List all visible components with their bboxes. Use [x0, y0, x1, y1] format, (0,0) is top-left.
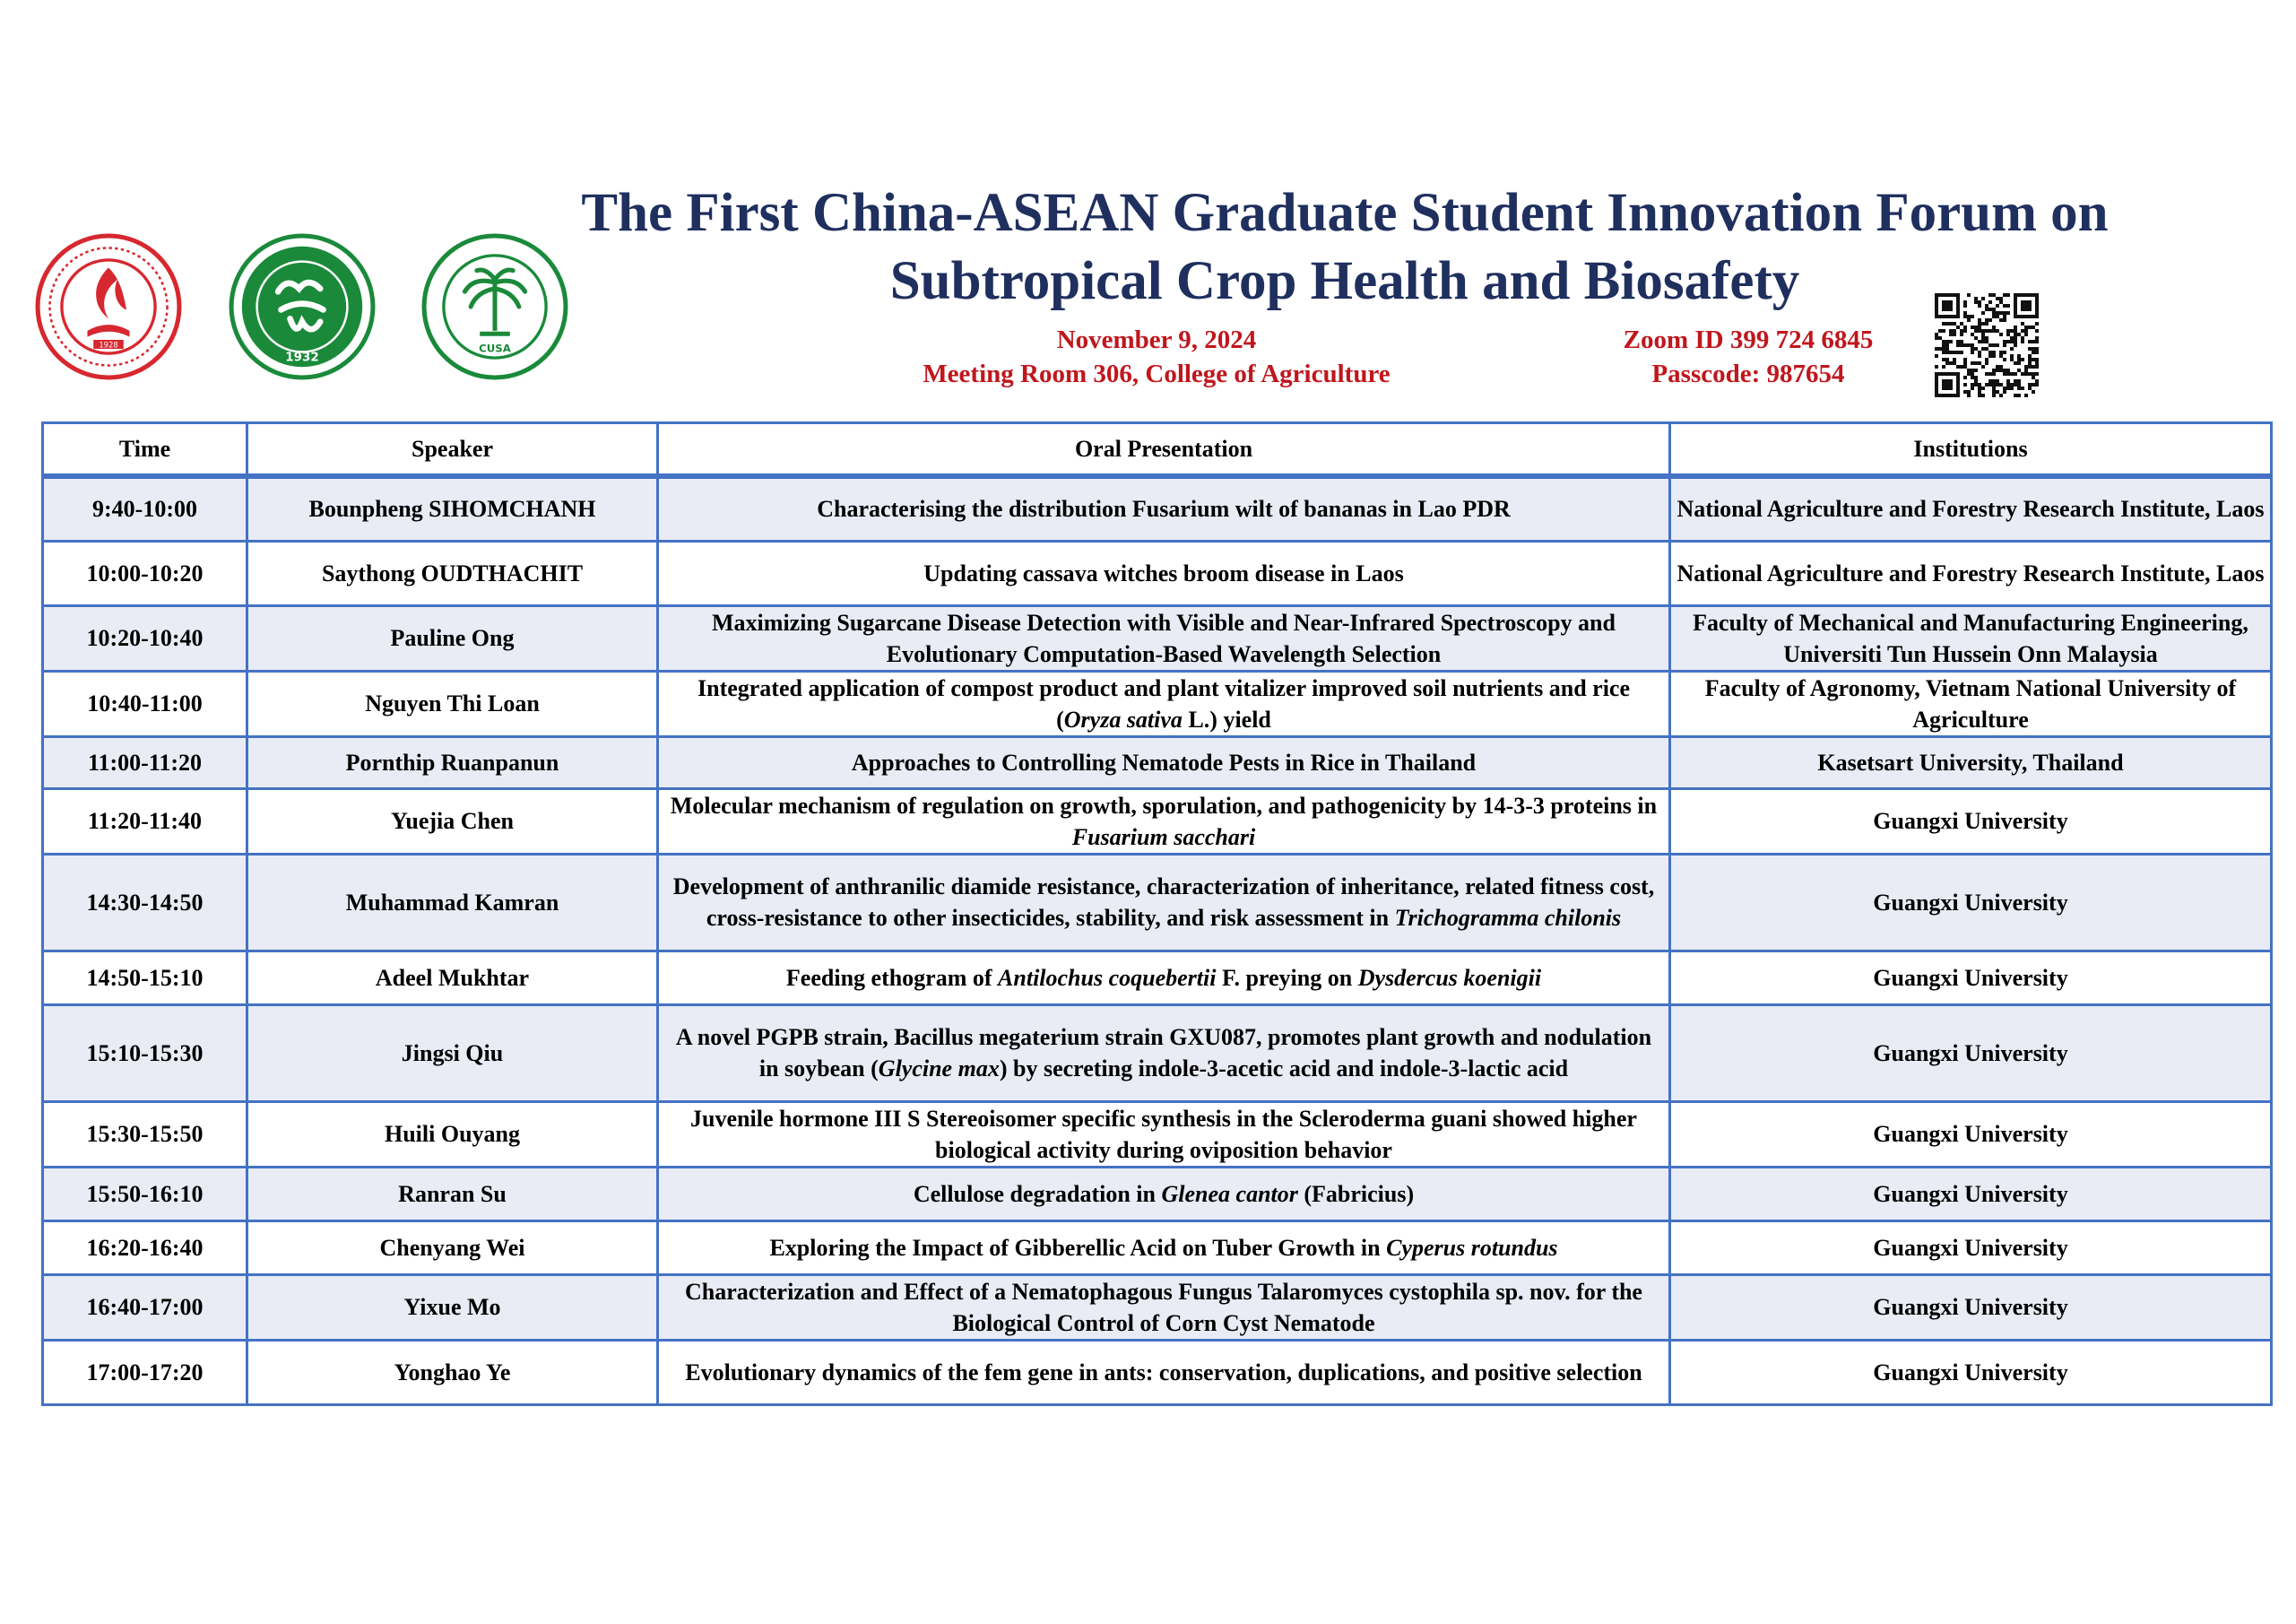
cell-institution: Guangxi University [1670, 1167, 2272, 1220]
cell-speaker: Chenyang Wei [247, 1220, 658, 1274]
cell-institution: Guangxi University [1670, 1220, 2272, 1274]
cell-presentation: Juvenile hormone III S Stereoisomer specific synthesis in the Scleroderma guani showed higher biological activity during oviposition behavior [658, 1101, 1670, 1167]
title-line-2: Subtropical Crop Health and Biosafety [889, 251, 1800, 311]
cell-institution: Guangxi University [1670, 1340, 2272, 1404]
cell-time: 11:20-11:40 [43, 788, 247, 854]
cell-time: 11:00-11:20 [43, 736, 247, 788]
cell-speaker: Yixue Mo [247, 1274, 658, 1340]
table-row [43, 541, 2272, 605]
cell-time: 17:00-17:20 [43, 1340, 247, 1404]
schedule-table [41, 421, 2273, 1406]
table-row [43, 788, 2272, 854]
svg-text:CUSA: CUSA [479, 342, 511, 355]
table-row [43, 951, 2272, 1004]
cell-speaker: Pornthip Ruanpanun [247, 736, 658, 788]
title-line-1: The First China-ASEAN Graduate Student Innovation Forum on [581, 183, 2109, 243]
species-name: Trichogramma chilonis [1394, 905, 1622, 931]
cell-time: 15:10-15:30 [43, 1004, 247, 1101]
date-location [807, 323, 1506, 391]
cell-time: 10:00-10:20 [43, 541, 247, 605]
cell-institution: Kasetsart University, Thailand [1670, 736, 2272, 788]
cell-speaker: Yonghao Ye [247, 1340, 658, 1404]
cell-time: 14:50-15:10 [43, 951, 247, 1004]
zoom-passcode: Passcode: 987654 [1651, 360, 1845, 388]
table-row [43, 476, 2272, 541]
cell-institution: Guangxi University [1670, 1004, 2272, 1101]
cell-time: 16:20-16:40 [43, 1220, 247, 1274]
cell-speaker: Huili Ouyang [247, 1101, 658, 1167]
cell-time: 16:40-17:00 [43, 1274, 247, 1340]
cell-time: 15:50-16:10 [43, 1167, 247, 1220]
header-speaker: Speaker [247, 423, 658, 477]
svg-text:1928: 1928 [99, 340, 118, 350]
table-row [43, 1340, 2272, 1404]
table-row [43, 736, 2272, 788]
table-row [43, 1274, 2272, 1340]
header-presentation: Oral Presentation [658, 423, 1670, 477]
table-row [43, 671, 2272, 736]
cell-institution: National Agriculture and Forestry Research Institute, Laos [1670, 541, 2272, 605]
species-name: Glenea cantor [1161, 1180, 1298, 1207]
cell-institution: National Agriculture and Forestry Research Institute, Laos [1670, 476, 2272, 541]
cell-presentation: Maximizing Sugarcane Disease Detection with Visible and Near-Infrared Spectroscopy and Evolutionary Computation-Based Wavelength Selection [658, 605, 1670, 671]
cell-speaker: Nguyen Thi Loan [247, 671, 658, 736]
cell-presentation: Characterization and Effect of a Nematophagous Fungus Talaromyces cystophila sp. nov. for the Biological Control of Corn Cyst Nematode [658, 1274, 1670, 1340]
cell-time: 14:30-14:50 [43, 854, 247, 951]
qr-code-icon[interactable] [1935, 293, 2039, 397]
university-logo [33, 231, 184, 382]
cell-speaker: Saythong OUDTHACHIT [247, 541, 658, 605]
cell-presentation: Integrated application of compost product and plant vitalizer improved soil nutrients and rice (Oryza sativa L.) yield [658, 671, 1670, 736]
cell-presentation: Approaches to Controlling Nematode Pests in Rice in Thailand [658, 736, 1670, 788]
cell-speaker: Adeel Mukhtar [247, 951, 658, 1004]
table-row [43, 1004, 2272, 1101]
species-name: Oryza sativa [1063, 706, 1183, 733]
cell-presentation: Feeding ethogram of Antilochus coquebertii F. preying on Dysdercus koenigii [658, 951, 1670, 1004]
zoom-info [1524, 323, 1972, 391]
cell-presentation: Development of anthranilic diamide resistance, characterization of inheritance, related fitness cost, cross-resistance to other insecticides, stability, and risk assessment in Trichogramma chilonis [658, 854, 1670, 951]
cell-time: 9:40-10:00 [43, 476, 247, 541]
cell-institution: Faculty of Mechanical and Manufacturing Engineering, Universiti Tun Hussein Onn Malaysia [1670, 605, 2272, 671]
event-date: November 9, 2024 [1056, 326, 1257, 354]
cell-presentation: Characterising the distribution Fusarium wilt of bananas in Lao PDR [658, 476, 1670, 541]
cell-speaker: Ranran Su [247, 1167, 658, 1220]
species-name: Antilochus coquebertii [998, 964, 1217, 991]
table-row [43, 1101, 2272, 1167]
header-institution: Institutions [1670, 423, 2272, 477]
table-row [43, 605, 2272, 671]
cell-institution: Guangxi University [1670, 1274, 2272, 1340]
species-name: Dysdercus koenigii [1357, 964, 1542, 991]
cell-presentation: A novel PGPB strain, Bacillus megaterium strain GXU087, promotes plant growth and nodulation in soybean (Glycine max) by secreting indole-3-acetic acid and indole-3-lactic acid [658, 1004, 1670, 1101]
table-header-row [43, 423, 2272, 477]
species-name: Cyperus rotundus [1386, 1234, 1558, 1261]
cell-time: 10:40-11:00 [43, 671, 247, 736]
cell-speaker: Muhammad Kamran [247, 854, 658, 951]
table-row [43, 854, 2272, 951]
cell-institution: Guangxi University [1670, 788, 2272, 854]
cell-institution: Guangxi University [1670, 1101, 2272, 1167]
table-row [43, 1167, 2272, 1220]
cell-time: 15:30-15:50 [43, 1101, 247, 1167]
zoom-id: Zoom ID 399 724 6845 [1623, 326, 1874, 354]
cell-institution: Guangxi University [1670, 854, 2272, 951]
event-room: Meeting Room 306, College of Agriculture [923, 360, 1391, 388]
species-name: Fusarium sacchari [1071, 823, 1256, 850]
header-time: Time [43, 423, 247, 477]
table-row [43, 1220, 2272, 1274]
svg-text:1932: 1932 [285, 351, 319, 365]
cell-speaker: Jingsi Qiu [247, 1004, 658, 1101]
cell-speaker: Yuejia Chen [247, 788, 658, 854]
species-name: Glycine max [878, 1055, 1000, 1081]
cell-presentation: Updating cassava witches broom disease in Laos [658, 541, 1670, 605]
cell-institution: Guangxi University [1670, 951, 2272, 1004]
cell-time: 10:20-10:40 [43, 605, 247, 671]
cell-presentation: Molecular mechanism of regulation on growth, sporulation, and pathogenicity by 14-3-3 proteins in Fusarium sacchari [658, 788, 1670, 854]
cell-presentation: Cellulose degradation in Glenea cantor (Fabricius) [658, 1167, 1670, 1220]
cell-presentation: Evolutionary dynamics of the fem gene in ants: conservation, duplications, and positive selection [658, 1340, 1670, 1404]
cell-institution: Faculty of Agronomy, Vietnam National University of Agriculture [1670, 671, 2272, 736]
college-logo [227, 231, 377, 382]
cell-speaker: Pauline Ong [247, 605, 658, 671]
cell-presentation: Exploring the Impact of Gibberellic Acid on Tuber Growth in Cyperus rotundus [658, 1220, 1670, 1274]
cell-speaker: Bounpheng SIHOMCHANH [247, 476, 658, 541]
